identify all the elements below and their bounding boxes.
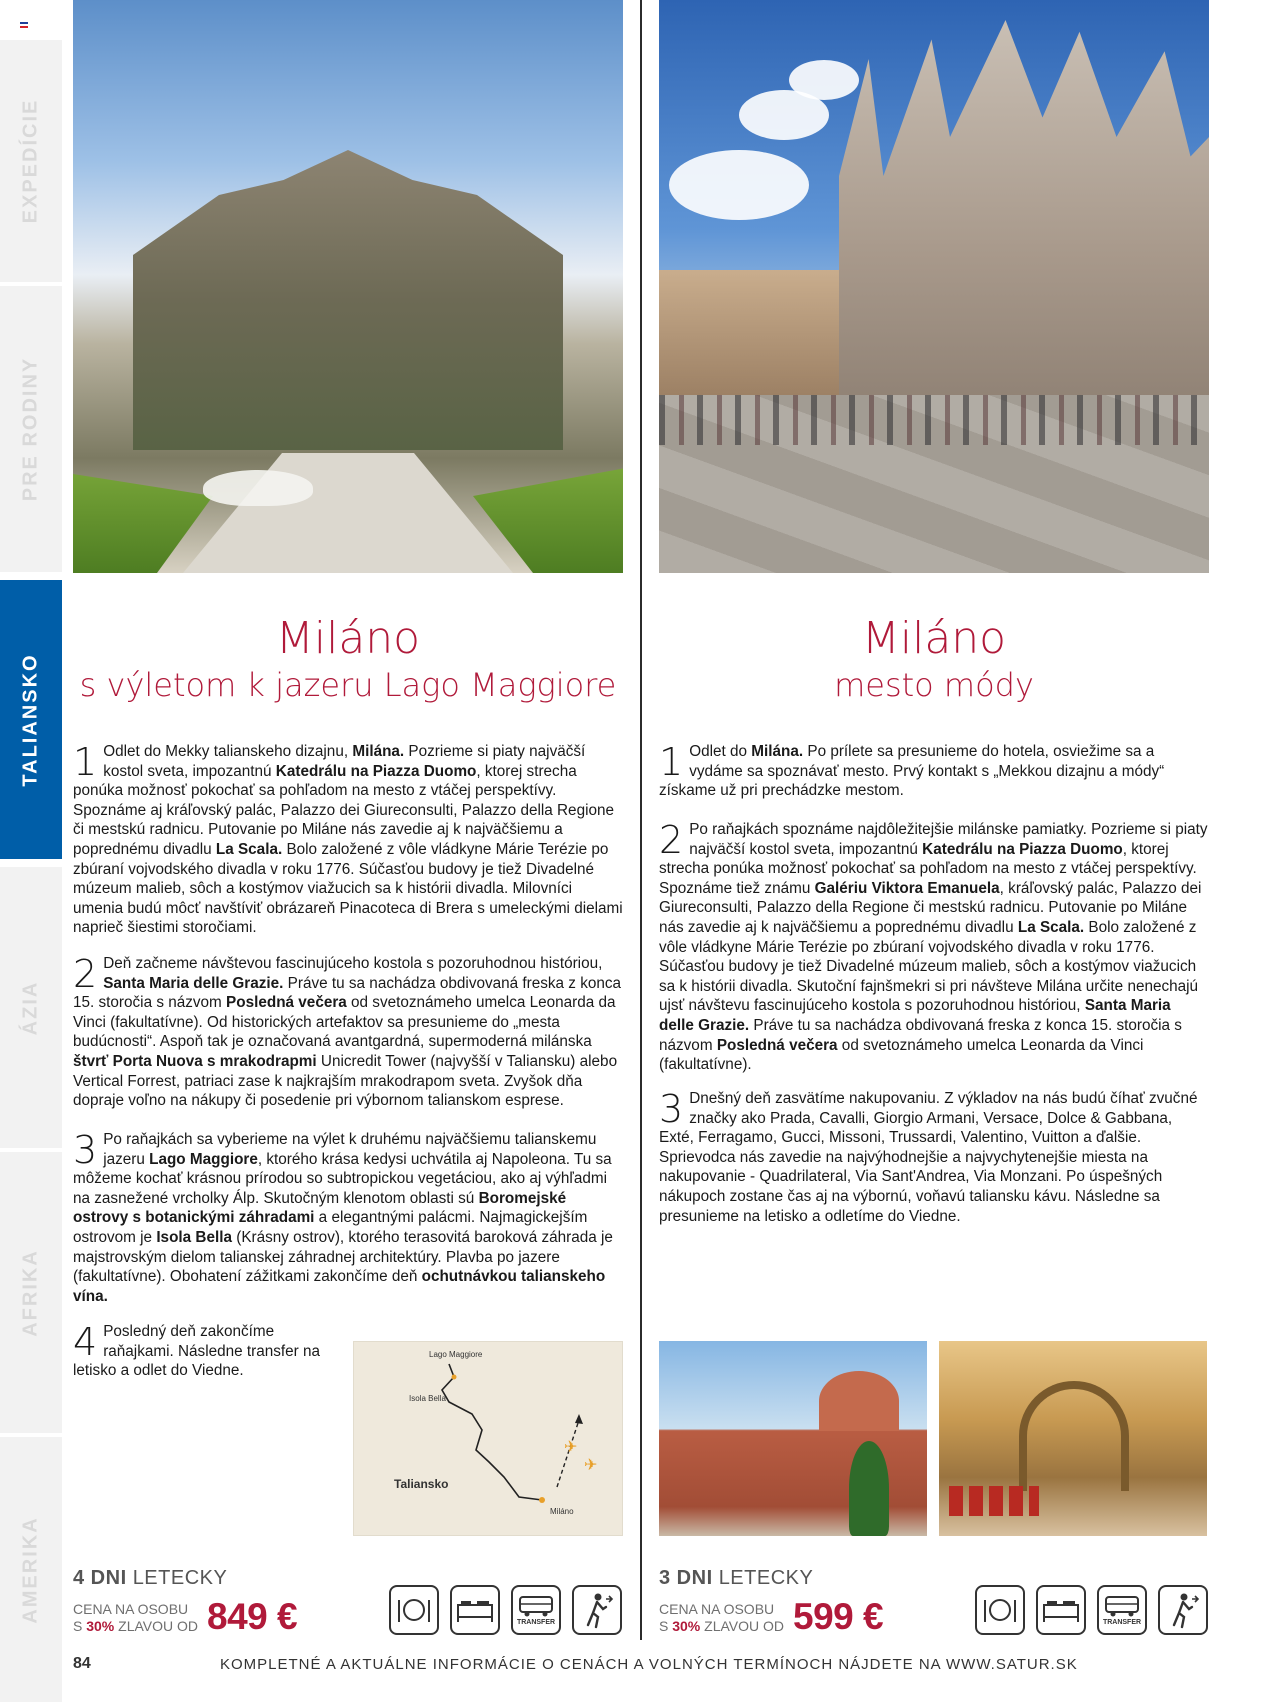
sidebar-tab-label: TALIANSKO	[19, 652, 42, 787]
bed-icon	[450, 1585, 500, 1635]
left-day-4	[73, 1322, 328, 1381]
right-duration	[659, 1567, 813, 1590]
sidebar-tab-azia[interactable]	[0, 867, 62, 1152]
right-discount: 30%	[672, 1618, 701, 1634]
left-title: Miláno	[275, 613, 421, 664]
day-text: Odlet do Mekky talianskeho dizajnu, Milána. Pozrieme si piaty najväčší kostol sveta, impozantnú Katedrálu na Piazza Duomo, ktorej strecha ponúka možnosť pokochať sa pohľadom na mesto z vtáčej perspektívy. Spoznáme aj kráľovský palác, Palazzo dei Giureconsulti, Palazzo della Regione či mestskú radnicu. Putovanie po Miláne nás zavedie aj k najväčšiemu a poprednému divadlu La Scala. Bolo založené z vôle vládkyne Márie Terézie po zbúraní vojvodského divadla v roku 1776. Súčasťou budovy je tiež Divadelné múzeum malieb, sôch a kostýmov viažucich sa k histórii divadla. Milovníci umenia budú môcť navštíviť obrázareň Pinacoteca di Brera s umeleckými dielami naprieč šiestimi storočiami.	[73, 743, 623, 937]
right-day-2	[659, 820, 1209, 1075]
right-day-3	[659, 1089, 1209, 1226]
left-discount: 30%	[86, 1618, 115, 1634]
transfer-bus-icon	[1097, 1585, 1147, 1635]
right-subtitle: mesto módy	[834, 666, 1034, 704]
right-days-count: 3 DNI	[659, 1567, 713, 1589]
left-price-prefix: S	[73, 1618, 83, 1634]
day-text: Dnešný deň zasvätíme nakupovaniu. Z výkladov na nás budú číhať zvučné značky ako Prada, Cavalli, Giorgio Armani, Versace, Dolce & Gabbana, Exté, Ferragamo, Gucci, Missoni, Trussardi, Valentino, Vuitton a ďalšie. Sprievodca nás zavedie na najvýhodnejšie a najvychytenejšie miesta na nakupovanie - Quadrilateral, Via Sant'Andrea, Via Monzani. Po úspešných nákupoch zostane čas aj na výbornú, voňavú taliansku kávu. Následne sa presunieme na letisko a odletíme do Viedne.	[659, 1090, 1198, 1225]
left-day-3	[73, 1130, 623, 1306]
day-text: Po raňajkách sa vyberieme na výlet k druhému najväčšiemu talianskemu jazeru Lago Maggiore, ktorého krása kedysi uchvátila aj Napoleona. Tu sa môžeme kochať krásnou prírodou so subtropickou vegetáciou, ako aj výhľadmi na zasnežené vrcholky Álp. Skutočným klenotom oblasti sú Boromejské ostrovy s botanickými záhradami a elegantnými palácmi. Najmagickejším ostrovom je Isola Bella (Krásny ostrov), ktorého terasovitá baroková záhrada je majstrovským dielom talianskej záhradnej architektúry. Plavba po jazere (fakultatívne). Obohatení zážitkami zakončíme deň ochutnávkou talianskeho vína.	[73, 1131, 613, 1305]
left-price-suffix: ZLAVOU OD	[118, 1618, 199, 1634]
meals-icon	[389, 1585, 439, 1635]
sidebar-tab-afrika[interactable]	[0, 1152, 62, 1437]
map-label-country: Taliansko	[394, 1477, 449, 1491]
left-price-line1: CENA NA OSOBU	[73, 1601, 189, 1617]
day-text: Deň začneme návštevou fascinujúceho kostola s pozoruhodnou históriou, Santa Maria delle Grazie. Práve tu sa nachádza obdivovaná freska z konca 15. storočia s názvom Posledná večera od svetoznámeho umelca Leonarda da Vinci (fakultatívne). Od historických artefaktov sa presunieme do „mesta budúcnosti“. Aspoň tak je označovaná avantgardná, supermoderná milánska štvrť Porta Nuova s mrakodrapmi Unicredit Tower (najvyšší v Taliansku) alebo Vertical Forrest, patriaci zase k najkrajším mrakodrapom sveta. Zvyšok dňa dopraje voľno na nákupy či posedenie pri výbornom talianskom esprese.	[73, 955, 622, 1110]
map-label-island: Isola Bella	[409, 1394, 446, 1403]
day-text: Posledný deň zakončíme raňajkami. Následne transfer na letisko a odlet do Viedne.	[73, 1323, 321, 1380]
sidebar-tab-label: AFRIKA	[19, 1248, 42, 1337]
day-text: Po raňajkách spoznáme najdôležitejšie milánske pamiatky. Pozrieme si piaty najväčší kostol sveta, impozantnú Katedrálu na Piazza Duomo, ktorej strecha ponúka možnosť pokochať sa pohľadom na mesto z vtáčej perspektívy. Spoznáme tiež známu Galériu Viktora Emanuela, kráľovský palác, Palazzo dei Giureconsulti, Palazzo della Regione či mestskú radnicu. Putovanie po Miláne nás zavedie aj k najväčšiemu a poprednému divadlu La Scala. Bolo založené z vôle vládkyne Márie Terézie po zbúraní vojvodského divadla v roku 1776. Súčasťou budovy je tiež Divadelné múzeum malieb, sôch a kostýmov viažucich sa k histórii divadla. Skutoční fajnšmekri si pri návšteve Milána určite nenechajú ujsť návštevu fascinujúceho kostola s pozoruhodnou históriou, Santa Maria delle Grazie. Práve tu sa nachádza obdivovaná freska z konca 15. storočia s názvom Posledná večera od svetoznámeho umelca Leonarda da Vinci (fakultatívne).	[659, 821, 1208, 1074]
day-number: 2	[659, 818, 684, 862]
right-title: Miláno	[861, 613, 1007, 664]
map-label-city: Miláno	[550, 1507, 574, 1516]
sidebar-tab-label: ÁZIA	[19, 980, 42, 1035]
right-price-line1: CENA NA OSOBU	[659, 1601, 775, 1617]
transfer-bus-icon	[511, 1585, 561, 1635]
bed-icon	[1036, 1585, 1086, 1635]
sidebar-tab-expedicie[interactable]	[0, 40, 62, 286]
route-map	[353, 1341, 623, 1536]
walking-tour-icon	[572, 1585, 622, 1635]
right-price-suffix: ZLAVOU OD	[704, 1618, 785, 1634]
day-number: 4	[73, 1320, 98, 1364]
left-price: 849 €	[207, 1596, 298, 1637]
left-day-2	[73, 954, 623, 1111]
right-price: 599 €	[793, 1596, 884, 1637]
column-divider	[640, 0, 642, 1640]
santa-maria-delle-grazie-photo	[659, 1341, 927, 1536]
right-tour-title	[659, 615, 1209, 707]
left-days-count: 4 DNI	[73, 1567, 127, 1589]
milan-cathedral-photo	[659, 0, 1209, 573]
left-price-caption	[73, 1601, 198, 1635]
walking-tour-icon	[1158, 1585, 1208, 1635]
category-sidebar	[0, 0, 62, 1706]
right-price-caption	[659, 1601, 784, 1635]
transfer-caption: TRANSFER	[516, 1619, 556, 1626]
right-transport: LETECKY	[718, 1567, 814, 1589]
left-duration	[73, 1567, 227, 1590]
left-transport: LETECKY	[132, 1567, 228, 1589]
right-price-prefix: S	[659, 1618, 669, 1634]
left-tour-title	[73, 615, 623, 707]
sidebar-tab-pre-rodiny[interactable]	[0, 286, 62, 576]
sidebar-tab-label: AMERIKA	[19, 1515, 42, 1624]
page-number: 84	[73, 1655, 91, 1672]
left-day-1	[73, 742, 623, 938]
sidebar-tab-taliansko[interactable]	[0, 580, 62, 863]
route-map-drawing	[354, 1342, 624, 1537]
day-number: 1	[73, 740, 98, 784]
sidebar-tab-label: PRE RODINY	[19, 356, 42, 502]
day-number: 2	[73, 952, 98, 996]
svg-text:✈: ✈	[584, 1455, 598, 1474]
map-label-lake: Lago Maggiore	[429, 1350, 483, 1359]
right-day-1	[659, 742, 1209, 801]
footer-info-text: KOMPLETNÉ A AKTUÁLNE INFORMÁCIE O CENÁCH A VOLNÝCH TERMÍNOCH NÁJDETE NA WWW.SATUR.SK	[220, 1656, 1078, 1673]
day-number: 3	[659, 1087, 684, 1131]
left-subtitle: s výletom k jazeru Lago Maggiore	[79, 666, 617, 704]
meals-icon	[975, 1585, 1025, 1635]
galleria-vittorio-emanuele-photo	[939, 1341, 1207, 1536]
flag-icon	[20, 22, 28, 28]
sidebar-tab-amerika[interactable]	[0, 1437, 62, 1706]
day-text: Odlet do Milána. Po prílete sa presunieme do hotela, osviežime sa a vydáme sa spoznávať mesto. Prvý kontakt s „Mekkou dizajnu a módy“ získame už pri prechádzke mestom.	[659, 743, 1165, 800]
transfer-caption: TRANSFER	[1102, 1619, 1142, 1626]
sidebar-tab-label: EXPEDÍCIE	[19, 98, 42, 224]
day-number: 3	[73, 1128, 98, 1172]
day-number: 1	[659, 740, 684, 784]
svg-text:✈: ✈	[564, 1437, 578, 1456]
isola-bella-garden-photo	[73, 0, 623, 573]
